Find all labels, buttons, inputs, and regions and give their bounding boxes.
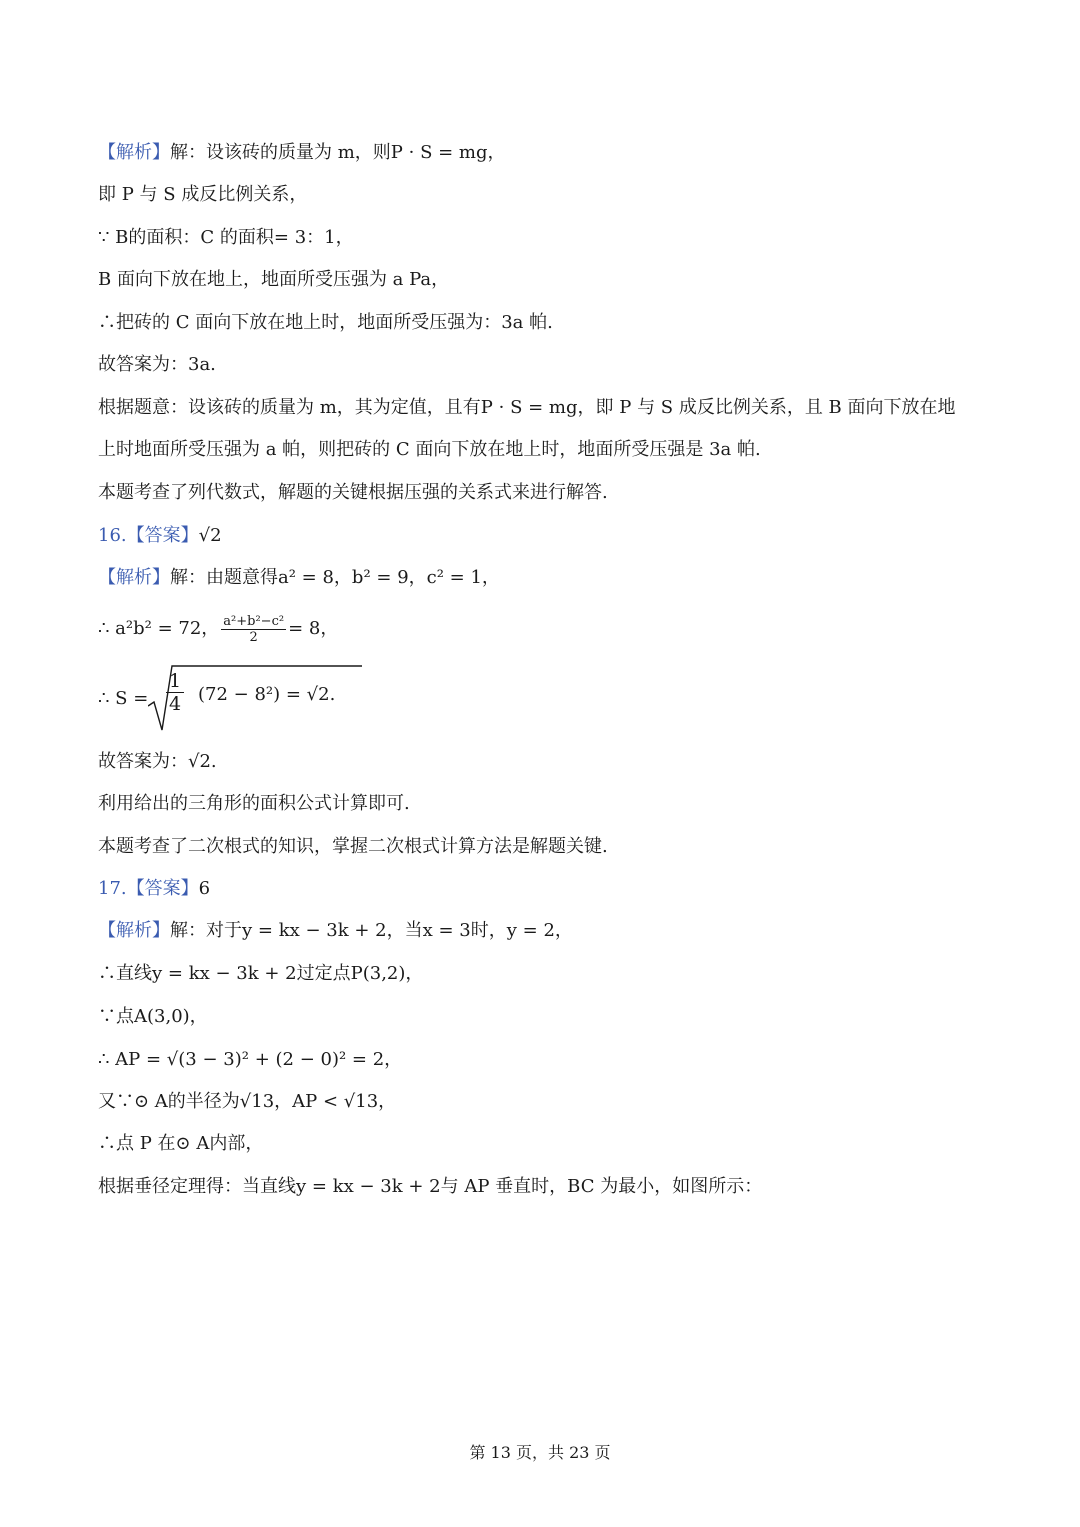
q16-jiexi-line <box>98 565 500 591</box>
radical-content <box>166 670 184 715</box>
formula-rest: (72 − 8²) = √2. <box>198 684 336 705</box>
jiexi-line-1 <box>98 140 506 166</box>
formula-label: ∴ S = <box>98 688 149 709</box>
line-text: ∴ a²b² = 72， <box>98 618 220 639</box>
body-line: 本题考查了列代数式，解题的关键根据压强的关系式来进行解答. <box>98 482 608 503</box>
question-number: 17. <box>98 878 127 899</box>
q16-fraction-line <box>98 612 338 646</box>
q17-answer-line <box>98 876 210 902</box>
answer-tag: 【答案】 <box>126 525 199 546</box>
line-text: 解：设该砖的质量为 m，则P · S = mg， <box>170 142 506 163</box>
fraction-denominator: 2 <box>249 629 258 645</box>
jiexi-tag: 【解析】 <box>98 142 170 163</box>
body-line: 又∵⊙ A的半径为√13，AP < √13， <box>98 1091 397 1112</box>
body-line: ∴点 P 在⊙ A内部， <box>98 1133 264 1154</box>
q17-jiexi-line <box>98 918 573 944</box>
body-line: 本题考查了二次根式的知识，掌握二次根式计算方法是解题关键. <box>98 836 608 857</box>
jiexi-tag: 【解析】 <box>98 567 170 588</box>
line-text: 解：对于y = kx − 3k + 2，当x = 3时，y = 2， <box>170 920 573 941</box>
body-line: 根据垂径定理得：当直线y = kx − 3k + 2与 AP 垂直时，BC 为最小，如图所示： <box>98 1176 763 1197</box>
body-line: ∴把砖的 C 面向下放在地上时，地面所受压强为：3a 帕. <box>98 312 553 333</box>
body-line: ∵点A(3,0)， <box>98 1006 208 1027</box>
fraction-numerator: 1 <box>166 670 184 693</box>
body-line: 利用给出的三角形的面积公式计算即可. <box>98 793 410 814</box>
q16-answer-line <box>98 523 222 549</box>
line-text: = 8， <box>288 618 339 639</box>
body-line: 故答案为：3a. <box>98 354 216 375</box>
body-line: 上时地面所受压强为 a 帕，则把砖的 C 面向下放在地上时，地面所受压强是 3a 帕. <box>98 439 761 460</box>
fraction-denominator: 4 <box>169 693 182 715</box>
answer-value: 6 <box>198 878 211 899</box>
jiexi-tag: 【解析】 <box>98 920 170 941</box>
fraction <box>166 670 184 715</box>
body-line: B 面向下放在地上，地面所受压强为 a Pa， <box>98 269 450 290</box>
body-line: 即 P 与 S 成反比例关系， <box>98 184 308 205</box>
body-line: ∴直线y = kx − 3k + 2过定点P(3,2)， <box>98 963 424 984</box>
body-line: 根据题意：设该砖的质量为 m，其为定值，且有P · S = mg，即 P 与 S 成反比例关系，且 B 面向下放在地 <box>98 397 956 418</box>
question-number: 16. <box>98 525 127 546</box>
fraction-numerator: a²+b²−c² <box>223 613 285 629</box>
line-text: 解：由题意得a² = 8，b² = 9，c² = 1， <box>170 567 500 588</box>
page-footer: 第 13 页，共 23 页 <box>469 1443 611 1462</box>
fraction <box>221 614 286 645</box>
body-line: 故答案为：√2. <box>98 751 217 772</box>
body-line: ∵ B的面积：C 的面积= 3：1， <box>98 227 354 248</box>
body-line: ∴ AP = √(3 − 3)² + (2 − 0)² = 2， <box>98 1049 403 1070</box>
answer-value: √2 <box>198 525 222 546</box>
answer-tag: 【答案】 <box>126 878 199 899</box>
